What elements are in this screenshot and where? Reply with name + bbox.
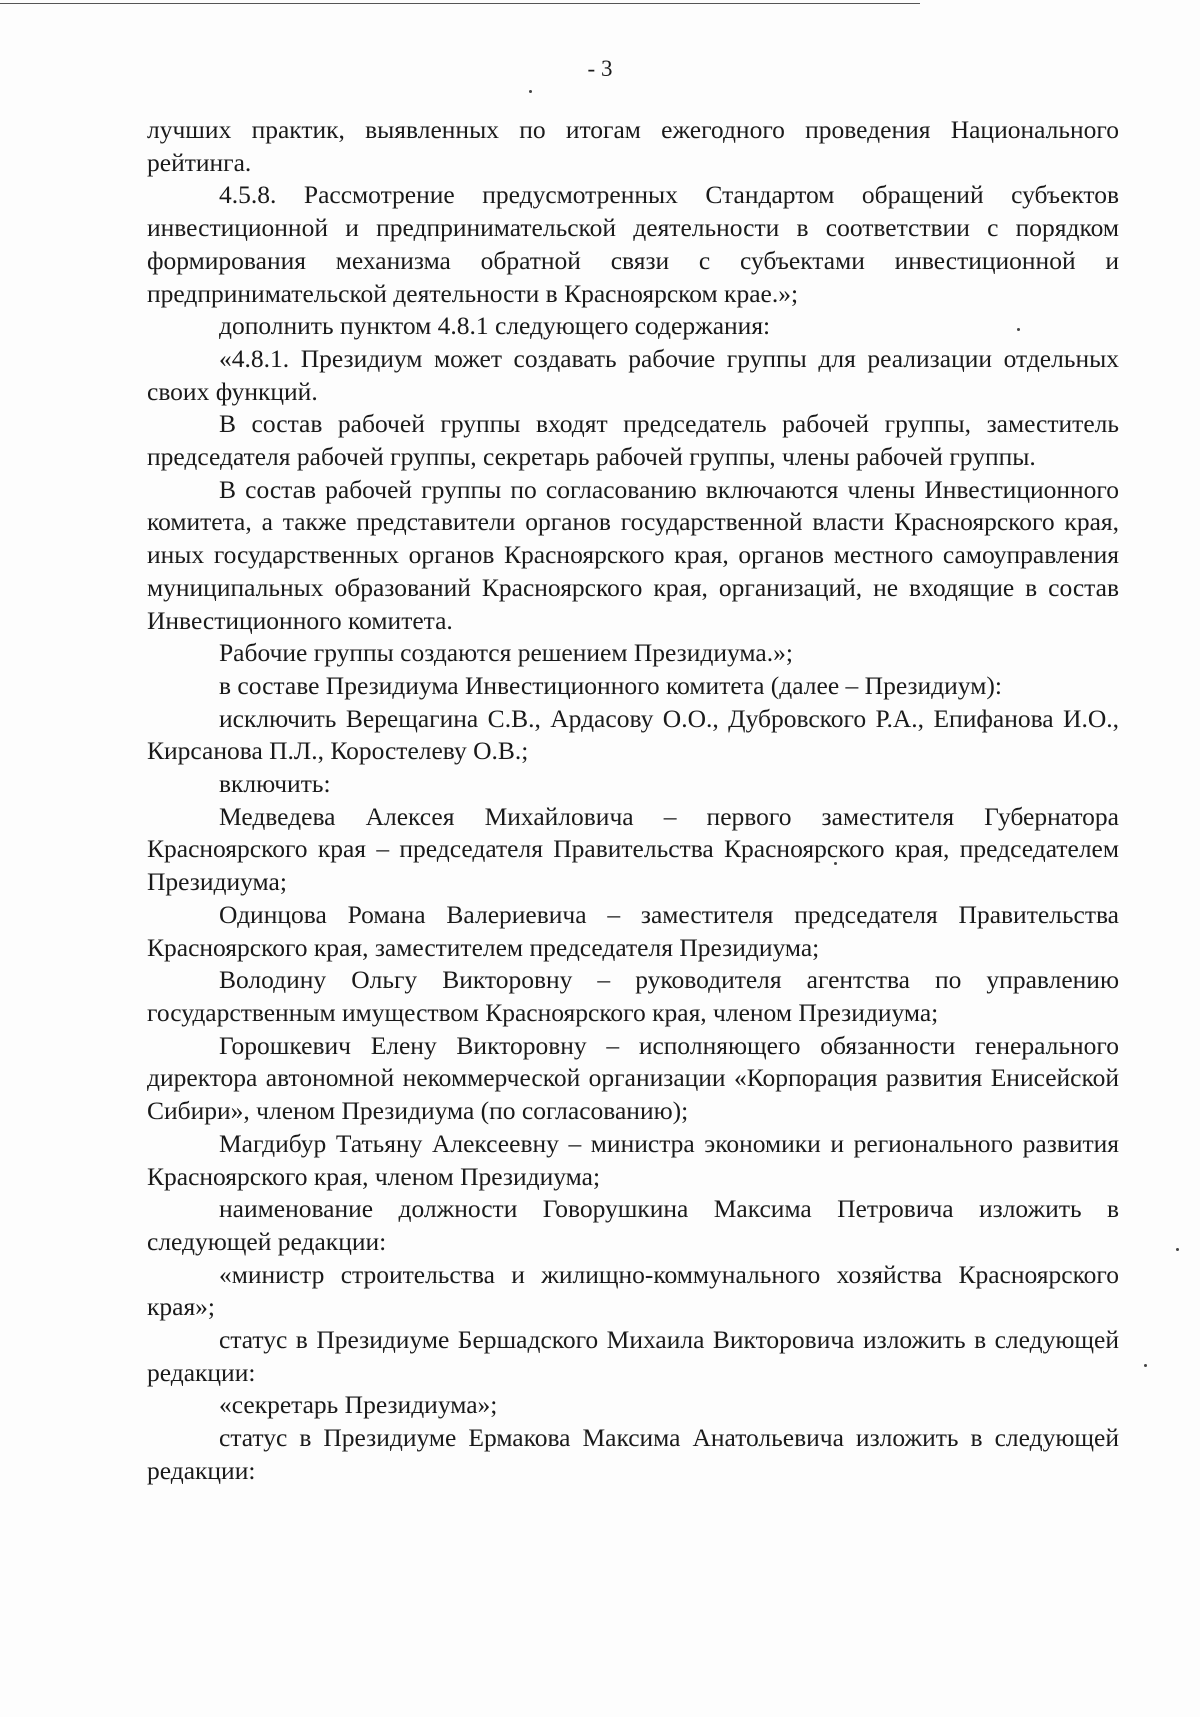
document-paragraph: дополнить пунктом 4.8.1 следующего содержания: [219, 311, 771, 341]
document-paragraph: В состав рабочей группы по согласованию включаются члены Инвестиционного комитета, а также представители органов государственной власти Красноярского края, иных государственных органов Красноярского края, органов местного самоуправления муниципальных образований Красноярского края, организаций, не входящие в состав Инвестиционного комитета. [147, 474, 1119, 635]
document-paragraph: Магдибур Татьяну Алексеевну – министра экономики и регионального развития Красноярского края, членом Президиума; [147, 1128, 1119, 1191]
document-paragraph: «секретарь Президиума»; [219, 1390, 498, 1420]
scan-speck [529, 90, 532, 93]
document-paragraph: включить: [219, 769, 331, 799]
document-paragraph: Володину Ольгу Викторовну – руководителя агентства по управлению государственным имуществом Красноярского края, членом Президиума; [147, 965, 1119, 1027]
document-paragraph: исключить Верещагина С.В., Ардасову О.О., Дубровского Р.А., Епифанова И.О., Кирсанова П.Л., Коростелеву О.В.; [147, 703, 1119, 766]
document-paragraph: наименование должности Говорушкина Максима Петровича изложить в следующей редакции: [147, 1194, 1119, 1256]
document-paragraph: Рабочие группы создаются решением Президиума.»; [219, 638, 793, 668]
document-paragraph: статус в Президиуме Ермакова Максима Анатольевича изложить в следующей редакции: [147, 1423, 1119, 1485]
document-paragraph: В состав рабочей группы входят председатель рабочей группы, заместитель председателя рабочей группы, секретарь рабочей группы, члены рабочей группы. [147, 409, 1119, 472]
document-paragraph: статус в Президиуме Бершадского Михаила Викторовича изложить в следующей редакции: [147, 1325, 1119, 1387]
document-paragraph: Горошкевич Елену Викторовну – исполняющего обязанности генерального директора автономной некоммерческой организации «Корпорация развития Енисейской Сибири», членом Президиума (по согласованию); [147, 1030, 1119, 1126]
document-paragraph: Медведева Алексея Михайловича – первого заместителя Губернатора Красноярского края – председателя Правительства Красноярского края, председателем Президиума; [147, 801, 1119, 897]
document-body [147, 114, 1119, 1488]
page-number: - 3 [587, 56, 613, 81]
top-edge-line [0, 3, 920, 4]
scan-speck [1176, 1248, 1179, 1251]
document-paragraph: «министр строительства и жилищно-коммунального хозяйства Красноярского края»; [147, 1259, 1119, 1322]
scan-speck [1144, 1364, 1147, 1367]
document-paragraph: в составе Президиума Инвестиционного комитета (далее – Президиум): [219, 670, 1002, 700]
document-paragraph: лучших практик, выявленных по итогам ежегодного проведения Национального рейтинга. [147, 115, 1119, 177]
document-paragraph: «4.8.1. Президиум может создавать рабочие группы для реализации отдельных своих функций. [147, 343, 1119, 406]
document-paragraph: 4.5.8. Рассмотрение предусмотренных Стандартом обращений субъектов инвестиционной и предпринимательской деятельности в соответствии с порядком формирования механизма обратной связи с субъектами инвестиционной и предпринимательской деятельности в Красноярском крае.»; [147, 180, 1119, 308]
document-paragraph: Одинцова Романа Валериевича – заместителя председателя Правительства Красноярского края, заместителем председателя Президиума; [147, 899, 1119, 962]
